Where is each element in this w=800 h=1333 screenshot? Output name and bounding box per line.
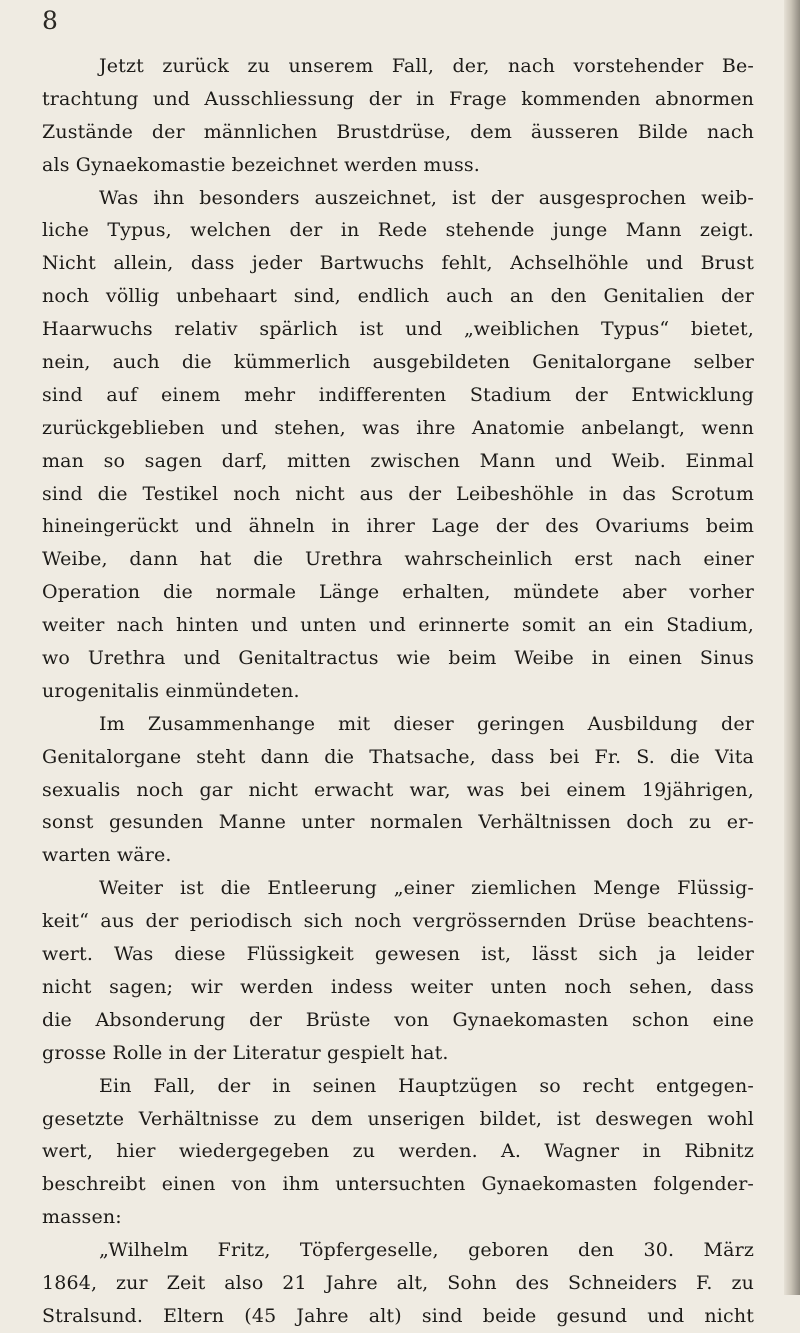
text-line: Im Zusammenhange mit dieser geringen Ausbildung der bbox=[99, 712, 754, 735]
text-line: grosse Rolle in der Literatur gespielt hat. bbox=[42, 1041, 449, 1064]
text-line: beschreibt einen von ihm untersuchten Gynaekomasten folgender- bbox=[42, 1173, 754, 1196]
text-line: Operation die normale Länge erhalten, mündete aber vorher bbox=[42, 581, 754, 604]
text-line: 1864, zur Zeit also 21 Jahre alt, Sohn des Schneiders F. zu bbox=[42, 1271, 754, 1294]
text-line: massen: bbox=[42, 1206, 122, 1229]
text-line: Genitalorgane steht dann die Thatsache, dass bei Fr. S. die Vita bbox=[42, 745, 754, 768]
text-line: sexualis noch gar nicht erwacht war, was bei einem 19jährigen, bbox=[42, 778, 754, 801]
text-line: weiter nach hinten und unten und erinnerte somit an ein Stadium, bbox=[42, 614, 754, 637]
text-line: noch völlig unbehaart sind, endlich auch an den Genitalien der bbox=[42, 285, 754, 308]
text-line: Was ihn besonders auszeichnet, ist der ausgesprochen weib- bbox=[99, 186, 754, 209]
body-text bbox=[42, 50, 754, 1333]
text-line: Nicht allein, dass jeder Bartwuchs fehlt, Achselhöhle und Brust bbox=[42, 252, 754, 275]
text-line: zurückgeblieben und stehen, was ihre Anatomie anbelangt, wenn bbox=[42, 416, 754, 439]
text-line: sind die Testikel noch nicht aus der Leibeshöhle in das Scrotum bbox=[42, 482, 754, 505]
text-line: Haarwuchs relativ spärlich ist und „weiblichen Typus“ bietet, bbox=[42, 318, 754, 341]
text-line: keit“ aus der periodisch sich noch vergrössernden Drüse beachtens- bbox=[42, 910, 754, 933]
text-line: Weiter ist die Entleerung „einer ziemlichen Menge Flüssig- bbox=[99, 877, 754, 900]
text-line: trachtung und Ausschliessung der in Frage kommenden abnormen bbox=[42, 87, 754, 110]
text-line: Stralsund. Eltern (45 Jahre alt) sind beide gesund und nicht bbox=[42, 1304, 754, 1327]
text-line: wert, hier wiedergegeben zu werden. A. Wagner in Ribnitz bbox=[42, 1140, 754, 1163]
text-line: urogenitalis einmündeten. bbox=[42, 679, 300, 702]
text-line: sonst gesunden Manne unter normalen Verhältnissen doch zu er- bbox=[42, 811, 754, 834]
text-line: die Absonderung der Brüste von Gynaekomasten schon eine bbox=[42, 1008, 754, 1031]
text-line: Zustände der männlichen Brustdrüse, dem äusseren Bilde nach bbox=[42, 120, 754, 143]
text-line: Weibe, dann hat die Urethra wahrscheinlich erst nach einer bbox=[42, 548, 754, 571]
text-line: wo Urethra und Genitaltractus wie beim Weibe in einen Sinus bbox=[42, 647, 754, 670]
text-line: sind auf einem mehr indifferenten Stadium der Entwicklung bbox=[42, 383, 754, 406]
text-line: gesetzte Verhältnisse zu dem unserigen bildet, ist deswegen wohl bbox=[42, 1107, 754, 1130]
text-line: Jetzt zurück zu unserem Fall, der, nach vorstehender Be- bbox=[99, 55, 754, 77]
text-line: wert. Was diese Flüssigkeit gewesen ist, lässt sich ja leider bbox=[42, 943, 754, 966]
text-line: nein, auch die kümmerlich ausgebildeten Genitalorgane selber bbox=[42, 351, 754, 374]
text-line: man so sagen darf, mitten zwischen Mann und Weib. Einmal bbox=[42, 449, 754, 472]
text-line: hineingerückt und ähneln in ihrer Lage der des Ovariums beim bbox=[42, 515, 754, 538]
text-line: liche Typus, welchen der in Rede stehende junge Mann zeigt. bbox=[42, 219, 754, 242]
text-line: Ein Fall, der in seinen Hauptzügen so recht entgegen- bbox=[99, 1074, 754, 1097]
page-edge-shadow bbox=[784, 0, 800, 1295]
text-line: warten wäre. bbox=[42, 844, 172, 867]
text-line: „Wilhelm Fritz, Töpfergeselle, geboren den 30. März bbox=[99, 1239, 754, 1262]
text-line: nicht sagen; wir werden indess weiter unten noch sehen, dass bbox=[42, 975, 754, 998]
text-line: als Gynaekomastie bezeichnet werden muss. bbox=[42, 153, 480, 176]
page-number: 8 bbox=[42, 6, 58, 35]
